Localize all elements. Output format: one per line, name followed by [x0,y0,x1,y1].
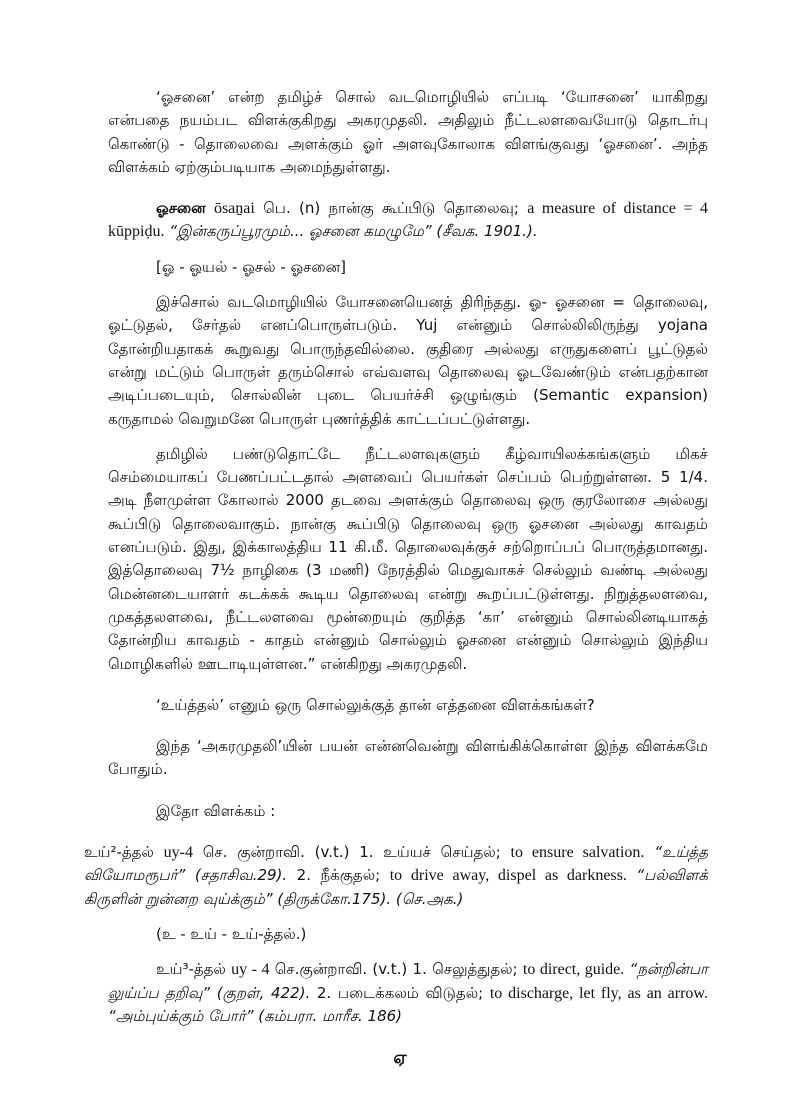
entry-part-of-speech: செ.குன்றாவி. (v.t.) [274,960,408,979]
entry-transliteration: uy-4 [163,844,193,862]
sense-english: to ensure salvation. [510,844,645,862]
statement-paragraph: இந்த ‘அகரமுதலி’யின் பயன் என்னவென்று விளங்கிக்கொள்ள இந்த விளக்கமே போதும். [108,737,708,779]
entry-uy3 [108,958,708,1028]
entry-quote: “இன்கருப்பூரமும்... ஓசனை கமழுமே” [169,222,432,241]
sense-tamil: படைக்கலம் விடுதல்; [337,983,484,1002]
entry-osanai [108,197,708,244]
sense-english: to discharge, let fly, as an arrow. [489,984,708,1002]
sense-number: 1. [412,960,427,979]
entry-english-definition: a measure of distance = 4 kūppiḍu. [108,200,709,241]
sense-reference: (செ.அக.) [395,889,464,908]
entry-part-of-speech: செ. குன்றாவி. (v.t.) [202,843,350,862]
entry-part-of-speech: பெ. (n) [263,199,321,218]
entry-uy2 [84,841,708,911]
sense-source: (திருக்கோ.175). [277,889,392,908]
entry-transliteration: uy - 4 [231,961,270,979]
sense-quote: “பல்விளக் கிருளின் றுன்னற வுய்க்கும்” [84,866,708,908]
sense-quote: “நன்றின்பா லுய்ப்ப தறிவு” [108,960,708,1002]
entry-transliteration: ōsaṉai [213,200,255,218]
sense-tamil: உய்யச் செய்தல்; [383,843,501,862]
entry-explanation-paragraph: இச்சொல் வடமொழியில் யோசனையெனத் திரிந்தது. ஓ- ஓசனை = தொலைவு, ஓட்டுதல், சேர்தல் எனப்பொருள்படும். Yuj என்னும் சொல்லிலிருந்து yojana தோன்றியதாகக் கூறுவது பொருந்தவில்லை. குதிரை அல்லது எருதுகளைப் பூட்டுதல் என்று மட்டும் பொருள் தரும்சொல் எவ்வளவு தொலைவு ஓடவேண்டும் என்பதற்கான அடிப்படையும், சொல்லின் புடை பெயர்ச்சி ஒழுங்கும் (Semantic expansion) கருதாமல் வெறுமனே பொருள் புணர்த்திக் காட்டப்பட்டுள்ளது. [108,293,708,428]
sense-english: to direct, guide. [522,961,625,979]
measurement-paragraph: தமிழில் பண்டுதொட்டே நீட்டலளவுகளும் கீழ்வாயிலக்கங்களும் மிகச் செம்மையாகப் பேணப்பட்டதால் அளவைப் பெயர்கள் செப்பம் பெற்றுள்ளன. 5 1/4. அடி நீளமுள்ள கோலால் 2000 தடவை அளக்கும் தொலைவு ஒரு குரலோசை அல்லது கூப்பிடு தொலைவாகும். நான்கு கூப்பிடு தொலைவு ஒரு ஓசனை அல்லது காவதம் எனப்படும். இது, இக்காலத்திய 11 கி.மீ. தொலைவுக்குச் சற்றொப்பப் பொருத்தமானது. இத்தொலைவு 7½ நாழிகை (3 மணி) நேரத்தில் மெதுவாகச் செல்லும் வண்டி அல்லது மென்னடையாளர் கடக்கக் கூடிய தொலைவு என்று கூறப்பட்டுள்ளது. நிறுத்தலளவை, முகத்தலளவை, நீட்டலளவை மூன்றையும் குறித்த ‘கா’ என்னும் சொல்லினடியாகத் தோன்றிய காவதம் - காதம் என்னும் சொல்லும் ஓசனை என்னும் சொல்லும் இந்திய மொழிகளில் ஊடாடியுள்ளன.” என்கிறது அகரமுதலி. [108,444,708,673]
entry-headword: உய்³-த்தல் [156,960,226,979]
sense-number: 2. [316,983,332,1002]
sense-tamil: செலுத்துதல்; [432,960,518,979]
page-number: ஏ [393,1048,407,1068]
entry-etymology: [ஓ - ஓயல் - ஓசல் - ஓசனை] [156,257,346,276]
entry-uy2-etymology: (உ - உய் - உய்-த்தல்.) [156,924,307,943]
sense-quote: “அம்புய்க்கும் போர்” [108,1006,254,1025]
here-explanation-label: இதோ விளக்கம் : [156,801,276,820]
entry-headword: உய்²-த்தல் [84,843,154,862]
sense-source: (குறள், 422). [216,983,311,1002]
sense-source: (சதாசிவ.29). [194,866,288,885]
sense-tamil: நீக்குதல்; [320,866,381,885]
entry-source: (சீவக. 1901.). [436,222,538,241]
sense-source: (கம்பரா. மாரீச. 186) [258,1006,403,1025]
intro-paragraph: ‘ஓசனை’ என்ற தமிழ்ச் சொல் வடமொழியில் எப்படி ‘யோசனை’ யாகிறது என்பதை நயம்பட விளக்குகிறது அகரமுதலி. அதிலும் நீட்டலளவையோடு தொடர்பு கொண்டு - தொலைவை அளக்கும் ஓர் அளவுகோலாக விளங்குவது ‘ஓசனை’. அந்த விளக்கம் ஏற்கும்படியாக அமைந்துள்ளது. [108,88,708,176]
entry-headword: ஓசனை [156,199,206,218]
question-line: ‘உய்த்தல்’ எனும் ஒரு சொல்லுக்குத் தான் எத்தனை விளக்கங்கள்? [156,695,595,714]
sense-number: 1. [359,843,374,862]
sense-number: 2. [296,866,311,885]
sense-english: to drive away, dispel as darkness. [389,867,627,885]
entry-tamil-definition: நான்கு கூப்பிடு தொலைவு; [328,199,519,218]
sense-quote: “உய்த்த வியோமரூபர்” [84,843,708,885]
